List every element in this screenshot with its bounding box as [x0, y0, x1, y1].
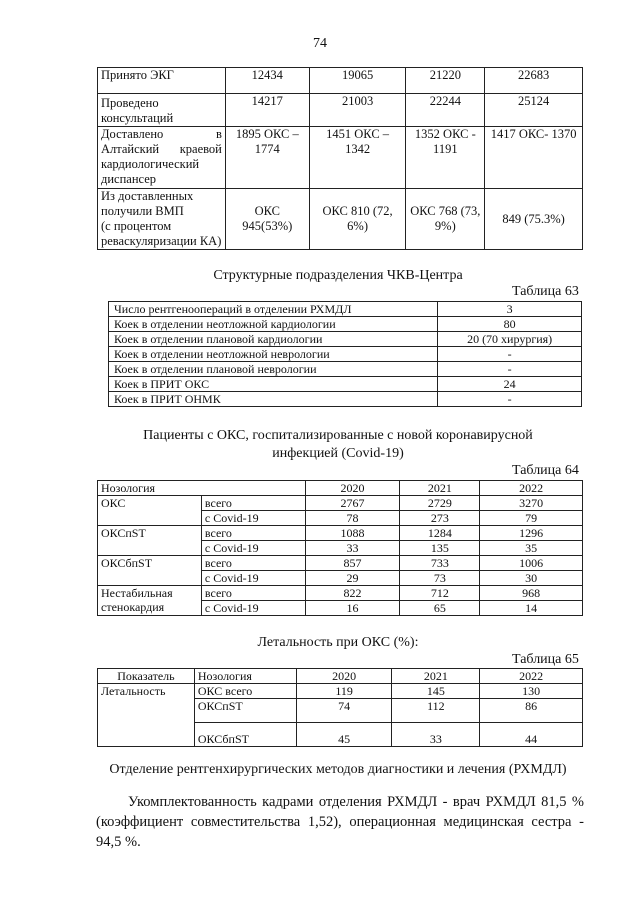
cell-value: 968 — [480, 586, 583, 601]
row-label: Коек в отделении плановой неврологии — [109, 362, 438, 377]
table63-number: Таблица 63 — [512, 284, 579, 299]
table63-title: Структурные подразделения ЧКВ-Центра — [213, 268, 463, 283]
group-name: ОКСбпST — [98, 556, 202, 586]
cell-value: 857 — [305, 556, 400, 571]
table-row — [109, 332, 582, 347]
table-row — [109, 362, 582, 377]
table-row — [109, 347, 582, 362]
cell-value: 135 — [400, 541, 480, 556]
cell-value: 1352 ОКС - 1191 — [406, 127, 485, 189]
row-label: Проведено консультаций — [98, 94, 226, 127]
table-63 — [108, 301, 582, 407]
cell-value: 849 (75.3%) — [485, 189, 583, 250]
table65-number: Таблица 65 — [512, 652, 579, 667]
table-row — [98, 94, 583, 127]
cell-value: 1451 ОКС – 1342 — [309, 127, 406, 189]
row-label: ОКСпST — [194, 699, 296, 723]
row-sublabel: всего — [201, 586, 305, 601]
cell-value: 14 — [480, 601, 583, 616]
table-row — [98, 556, 583, 571]
group-name: ОКС — [98, 496, 202, 526]
cell-value: 130 — [480, 684, 583, 699]
cell-value: 25124 — [485, 94, 583, 127]
cell-value: 3 — [438, 302, 582, 317]
cell-value: 86 — [480, 699, 583, 723]
cell-value: 1088 — [305, 526, 400, 541]
staffing-paragraph: Укомплектованность кадрами отделения РХМДЛ - врач РХМДЛ 81,5 % (коэффициент совместительства 1,52), операционная медицинская сестра - 94,5 %. — [96, 794, 584, 850]
cell-value: 145 — [392, 684, 480, 699]
cell-value: ОКС 768 (73, 9%) — [406, 189, 485, 250]
cell-value: ОКС 945(53%) — [225, 189, 309, 250]
row-label: Коек в отделении плановой кардиологии — [109, 332, 438, 347]
table-header-row — [98, 669, 583, 684]
cell-value: 29 — [305, 571, 400, 586]
cell-value: 22244 — [406, 94, 485, 127]
table-row — [98, 496, 583, 511]
row-label: Коек в ПРИТ ОНМК — [109, 392, 438, 407]
table64-title-line2: инфекцией (Covid-19) — [272, 446, 404, 461]
cell-value: 712 — [400, 586, 480, 601]
cell-value: 73 — [400, 571, 480, 586]
row-label: ОКСбпST — [194, 723, 296, 747]
row-label: Из доставленных получили ВМП (с процентом реваскуляризации КА) — [98, 189, 226, 250]
row-label: Коек в отделении неотложной кардиологии — [109, 317, 438, 332]
table-row — [109, 377, 582, 392]
table-row — [98, 127, 583, 189]
cell-value: 1006 — [480, 556, 583, 571]
cell-value: 112 — [392, 699, 480, 723]
header-indicator: Показатель — [98, 669, 195, 684]
table-row — [98, 68, 583, 94]
cell-value: 44 — [480, 723, 583, 747]
cell-value: 21220 — [406, 68, 485, 94]
cell-value: 1417 ОКС- 1370 — [485, 127, 583, 189]
cell-value: - — [438, 347, 582, 362]
row-label: Коек в ПРИТ ОКС — [109, 377, 438, 392]
row-sublabel: с Covid-19 — [201, 541, 305, 556]
cell-value: 16 — [305, 601, 400, 616]
cell-value: 822 — [305, 586, 400, 601]
cell-value: 45 — [296, 723, 392, 747]
cell-value: 1895 ОКС – 1774 — [225, 127, 309, 189]
cell-value: 80 — [438, 317, 582, 332]
cell-value: 21003 — [309, 94, 406, 127]
table-row — [109, 392, 582, 407]
cell-value: - — [438, 392, 582, 407]
cell-value: 74 — [296, 699, 392, 723]
row-sublabel: всего — [201, 496, 305, 511]
cell-value: 14217 — [225, 94, 309, 127]
row-label: Принято ЭКГ — [98, 68, 226, 94]
table-row — [109, 302, 582, 317]
cell-value: 35 — [480, 541, 583, 556]
header-year: 2020 — [305, 481, 400, 496]
header-year: 2020 — [296, 669, 392, 684]
table-row — [98, 189, 583, 250]
cell-value: 1296 — [480, 526, 583, 541]
group-name: ОКСпST — [98, 526, 202, 556]
cell-value: 30 — [480, 571, 583, 586]
cell-value: 20 (70 хирургия) — [438, 332, 582, 347]
table-continuation — [97, 67, 583, 250]
table-row — [98, 586, 583, 601]
page-number: 74 — [313, 36, 327, 51]
row-label: ОКС всего — [194, 684, 296, 699]
row-sublabel: с Covid-19 — [201, 511, 305, 526]
header-year: 2021 — [400, 481, 480, 496]
cell-value: 22683 — [485, 68, 583, 94]
section-heading: Отделение рентгенхирургических методов диагностики и лечения (РХМДЛ) — [109, 762, 567, 777]
cell-value: ОКС 810 (72, 6%) — [309, 189, 406, 250]
cell-value: 33 — [305, 541, 400, 556]
table-row — [98, 526, 583, 541]
cell-value: 1284 — [400, 526, 480, 541]
indicator-name: Летальность — [98, 684, 195, 747]
cell-value: - — [438, 362, 582, 377]
cell-value: 12434 — [225, 68, 309, 94]
group-name: Нестабильная стенокардия — [98, 586, 202, 616]
cell-value: 79 — [480, 511, 583, 526]
table-row — [98, 684, 583, 699]
table-row — [109, 317, 582, 332]
cell-value: 2729 — [400, 496, 480, 511]
header-year: 2022 — [480, 481, 583, 496]
cell-value: 78 — [305, 511, 400, 526]
row-label: Доставлено в Алтайский краевой кардиологический диспансер — [98, 127, 226, 189]
cell-value: 3270 — [480, 496, 583, 511]
cell-value: 733 — [400, 556, 480, 571]
cell-value: 2767 — [305, 496, 400, 511]
header-nosology: Нозология — [194, 669, 296, 684]
row-sublabel: всего — [201, 556, 305, 571]
header-year: 2021 — [392, 669, 480, 684]
header-nosology: Нозология — [98, 481, 306, 496]
cell-value: 65 — [400, 601, 480, 616]
cell-value: 19065 — [309, 68, 406, 94]
table64-title-line1: Пациенты с ОКС, госпитализированные с новой коронавирусной — [143, 428, 533, 443]
row-sublabel: с Covid-19 — [201, 571, 305, 586]
table64-number: Таблица 64 — [512, 463, 579, 478]
table-64 — [97, 480, 583, 616]
row-label: Число рентгеноопераций в отделении РХМДЛ — [109, 302, 438, 317]
cell-value: 24 — [438, 377, 582, 392]
cell-value: 273 — [400, 511, 480, 526]
header-year: 2022 — [480, 669, 583, 684]
row-sublabel: всего — [201, 526, 305, 541]
row-label: Коек в отделении неотложной неврологии — [109, 347, 438, 362]
row-sublabel: с Covid-19 — [201, 601, 305, 616]
cell-value: 33 — [392, 723, 480, 747]
table-65 — [97, 668, 583, 747]
cell-value: 119 — [296, 684, 392, 699]
table65-title: Летальность при ОКС (%): — [257, 635, 419, 650]
table-header-row — [98, 481, 583, 496]
